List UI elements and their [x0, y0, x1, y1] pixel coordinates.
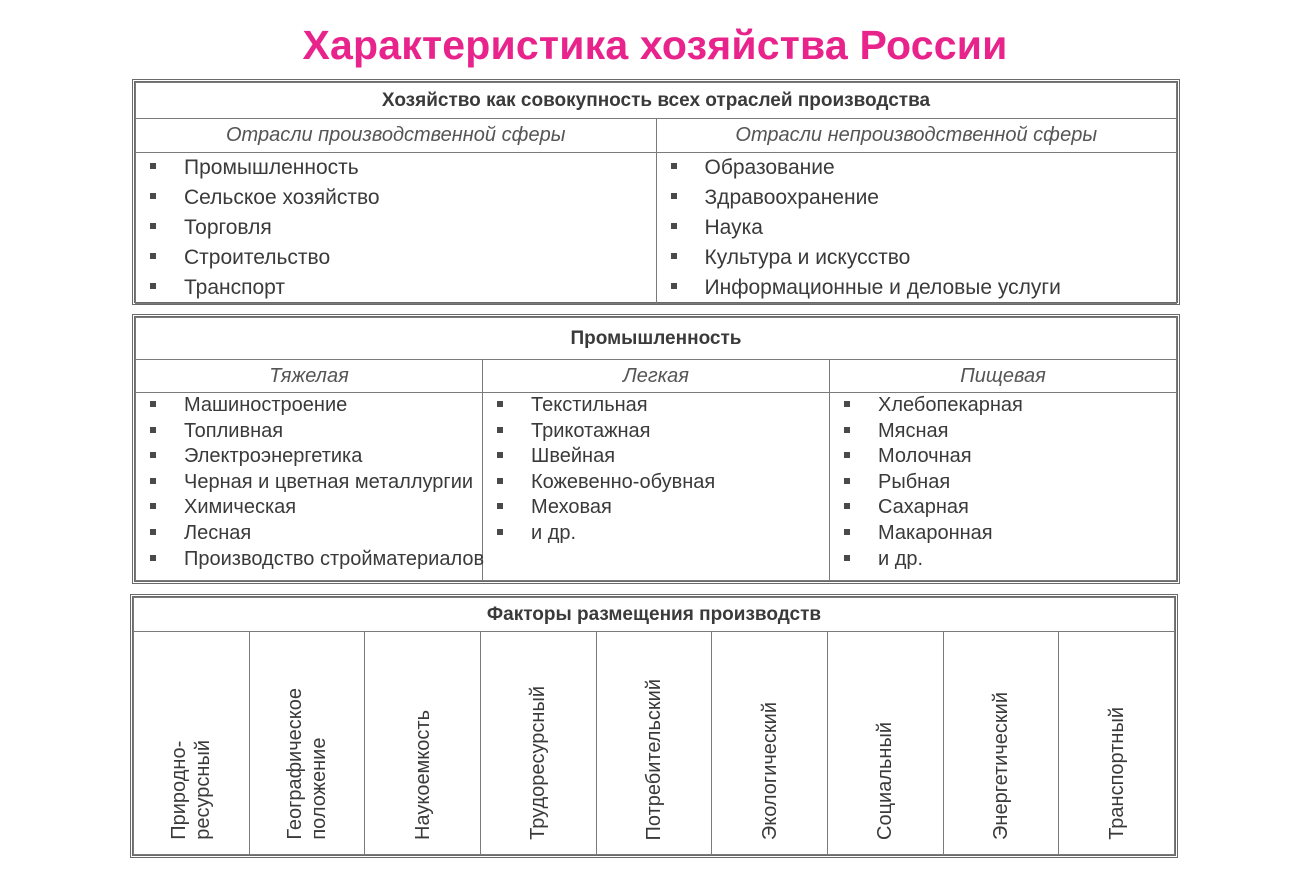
list-item: Культура и искусство [657, 243, 1177, 273]
economy-header: Хозяйство как совокупность всех отраслей производства [136, 83, 1177, 119]
list-item: Наука [657, 213, 1177, 243]
factor-label: Географическое положение [283, 688, 330, 840]
list-item: Торговля [136, 213, 656, 243]
list-item: Макаронная [830, 521, 1176, 547]
light-industry-list [483, 393, 829, 547]
nonproductive-sphere-label: Отрасли непроизводственной сферы [656, 119, 1177, 153]
factor-cell [480, 632, 596, 855]
factor-cell [596, 632, 712, 855]
factor-cell [134, 632, 250, 855]
light-industry-label: Легкая [483, 360, 830, 393]
list-item: Топливная [136, 419, 482, 445]
factor-label: Транспортный [1105, 707, 1128, 840]
list-item: Информационные и деловые услуги [657, 273, 1177, 303]
list-item: Меховая [483, 495, 829, 521]
productive-sphere-label: Отрасли производственной сферы [136, 119, 657, 153]
factor-label: Экологический [758, 701, 781, 840]
factor-cell [249, 632, 365, 855]
factors-table [130, 594, 1178, 858]
industry-header: Промышленность [136, 318, 1177, 360]
factor-label: Потребительский [642, 678, 665, 840]
factors-header: Факторы размещения производств [134, 598, 1175, 632]
list-item: Швейная [483, 444, 829, 470]
productive-sphere-list [136, 153, 656, 303]
list-item: Рыбная [830, 470, 1176, 496]
list-item: Здравоохранение [657, 183, 1177, 213]
list-item: Транспорт [136, 273, 656, 303]
factor-cell [1059, 632, 1175, 855]
list-item: Лесная [136, 521, 482, 547]
heavy-industry-label: Тяжелая [136, 360, 483, 393]
list-item: Черная и цветная металлургии [136, 470, 482, 496]
list-item: Промышленность [136, 153, 656, 183]
list-item: Машиностроение [136, 393, 482, 419]
page-title: Характеристика хозяйства России [302, 22, 1008, 68]
food-industry-list [830, 393, 1176, 572]
factor-label: Трудоресурсный [527, 686, 550, 840]
factor-cell [712, 632, 828, 855]
list-item: Образование [657, 153, 1177, 183]
economy-table [132, 79, 1180, 305]
food-industry-label: Пищевая [830, 360, 1177, 393]
list-item: и др. [483, 521, 829, 547]
list-item: Текстильная [483, 393, 829, 419]
list-item: Строительство [136, 243, 656, 273]
industry-table [132, 314, 1180, 584]
list-item: Электроэнергетика [136, 444, 482, 470]
list-item: Производство стройматериалов [136, 547, 482, 573]
factor-label: Социальный [874, 722, 897, 840]
factor-label: Наукоемкость [411, 710, 434, 840]
nonproductive-sphere-list [657, 153, 1177, 303]
list-item: Мясная [830, 419, 1176, 445]
list-item: Трикотажная [483, 419, 829, 445]
list-item: Сахарная [830, 495, 1176, 521]
list-item: Кожевенно-обувная [483, 470, 829, 496]
factor-label: Энергетический [989, 692, 1012, 840]
list-item: Сельское хозяйство [136, 183, 656, 213]
list-item: Молочная [830, 444, 1176, 470]
factor-cell [365, 632, 481, 855]
factor-cell [827, 632, 943, 855]
factor-label: Природно- ресурсный [168, 740, 215, 840]
factor-cell [943, 632, 1059, 855]
list-item: и др. [830, 547, 1176, 573]
list-item: Химическая [136, 495, 482, 521]
list-item: Хлебопекарная [830, 393, 1176, 419]
heavy-industry-list [136, 393, 485, 572]
